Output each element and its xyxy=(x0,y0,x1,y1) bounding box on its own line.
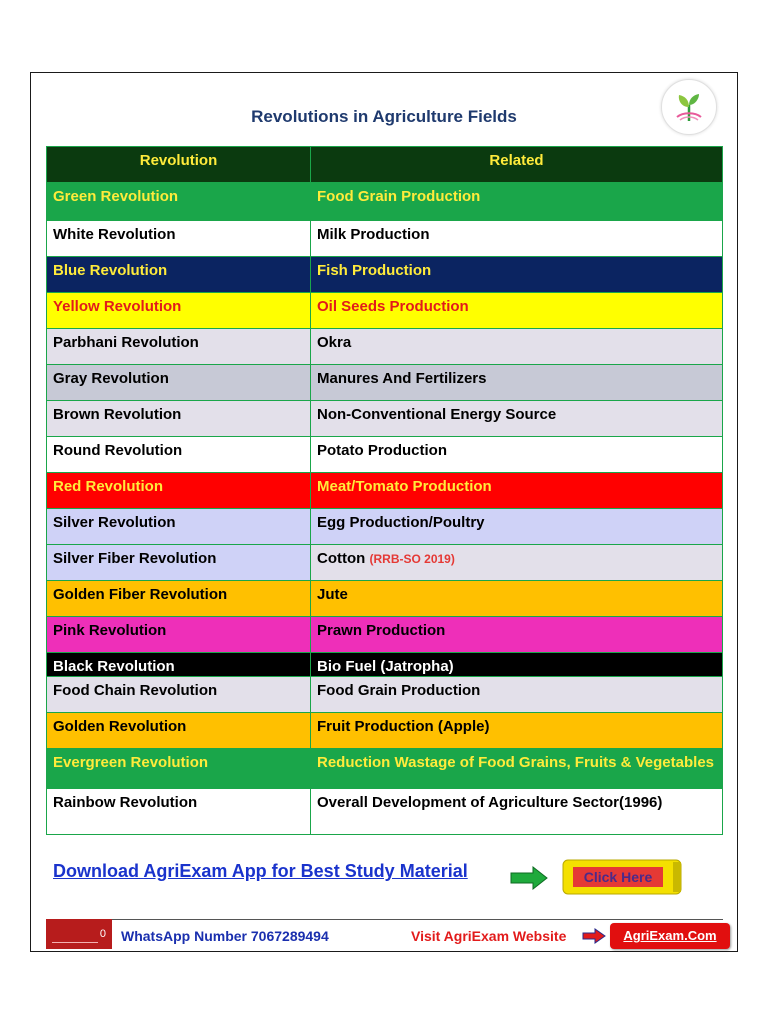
related-text: Potato Production xyxy=(317,442,447,459)
related-text: Reduction Wastage of Food Grains, Fruits & Vegetables xyxy=(317,754,715,771)
revolution-cell: Pink Revolution xyxy=(47,617,311,653)
page-number: 0 xyxy=(99,928,106,940)
click-here-button[interactable] xyxy=(561,858,683,896)
related-text: Non-Conventional Energy Source xyxy=(317,406,557,423)
table-row xyxy=(47,257,723,293)
related-cell xyxy=(311,257,723,293)
related-cell xyxy=(311,329,723,365)
revolutions-table xyxy=(46,146,723,835)
related-cell xyxy=(311,677,723,713)
green-right-arrow-icon xyxy=(509,865,549,891)
related-cell xyxy=(311,545,723,581)
revolution-cell: Golden Revolution xyxy=(47,713,311,749)
footer xyxy=(46,919,723,951)
revolution-cell: Evergreen Revolution xyxy=(47,749,311,789)
related-text: Milk Production xyxy=(317,226,430,243)
table-row xyxy=(47,713,723,749)
revolution-cell: Black Revolution xyxy=(47,653,311,677)
revolution-cell: Silver Fiber Revolution xyxy=(47,545,311,581)
table-body xyxy=(47,183,723,835)
related-cell xyxy=(311,437,723,473)
table-row xyxy=(47,581,723,617)
table-row xyxy=(47,653,723,677)
related-cell xyxy=(311,221,723,257)
related-text: Jute xyxy=(317,586,348,603)
table-row xyxy=(47,293,723,329)
related-text: Fruit Production (Apple) xyxy=(317,718,490,735)
related-cell xyxy=(311,183,723,221)
table-row xyxy=(47,545,723,581)
related-cell xyxy=(311,509,723,545)
related-cell xyxy=(311,401,723,437)
related-cell xyxy=(311,749,723,789)
related-cell xyxy=(311,713,723,749)
table-header-row xyxy=(47,147,723,183)
related-cell xyxy=(311,789,723,835)
table-row xyxy=(47,749,723,789)
whatsapp-number: WhatsApp Number 7067289494 xyxy=(121,928,329,944)
header-revolution: Revolution xyxy=(47,147,311,183)
revolution-cell: Blue Revolution xyxy=(47,257,311,293)
header-related: Related xyxy=(311,147,723,183)
revolution-cell: Green Revolution xyxy=(47,183,311,221)
page-title: Revolutions in Agriculture Fields xyxy=(251,107,517,126)
table-row xyxy=(47,183,723,221)
revolution-cell: Golden Fiber Revolution xyxy=(47,581,311,617)
related-cell xyxy=(311,581,723,617)
related-text: Bio Fuel (Jatropha) xyxy=(317,658,454,675)
related-text: Cotton xyxy=(317,550,366,567)
related-text: Egg Production/Poultry xyxy=(317,514,485,531)
table-row xyxy=(47,221,723,257)
table-row xyxy=(47,677,723,713)
table-row xyxy=(47,509,723,545)
table-row xyxy=(47,401,723,437)
revolution-cell: Rainbow Revolution xyxy=(47,789,311,835)
red-right-arrow-icon xyxy=(582,928,606,944)
related-text: Meat/Tomato Production xyxy=(317,478,492,495)
table-row xyxy=(47,365,723,401)
revolution-cell: White Revolution xyxy=(47,221,311,257)
revolution-cell: Brown Revolution xyxy=(47,401,311,437)
download-app-link[interactable]: Download AgriExam App for Best Study Material xyxy=(53,861,468,881)
revolution-cell: Food Chain Revolution xyxy=(47,677,311,713)
visit-website-label: Visit AgriExam Website xyxy=(411,928,567,944)
related-text: Food Grain Production xyxy=(317,188,481,205)
website-link[interactable]: AgriExam.Com xyxy=(610,923,730,949)
revolution-cell: Red Revolution xyxy=(47,473,311,509)
click-here-label: Click Here xyxy=(583,869,653,885)
revolution-cell: Gray Revolution xyxy=(47,365,311,401)
related-cell xyxy=(311,365,723,401)
related-text: Oil Seeds Production xyxy=(317,298,469,315)
related-cell xyxy=(311,617,723,653)
related-text: Prawn Production xyxy=(317,622,446,639)
footer-divider xyxy=(112,919,723,920)
revolution-cell: Round Revolution xyxy=(47,437,311,473)
related-text: Okra xyxy=(317,334,352,351)
related-cell xyxy=(311,653,723,677)
revolution-cell: Yellow Revolution xyxy=(47,293,311,329)
related-text: Manures And Fertilizers xyxy=(317,370,487,387)
revolution-cell: Parbhani Revolution xyxy=(47,329,311,365)
document-page xyxy=(30,72,738,952)
related-cell xyxy=(311,473,723,509)
table-row xyxy=(47,473,723,509)
related-text: Fish Production xyxy=(317,262,432,279)
related-text: Overall Development of Agriculture Sector(1996) xyxy=(317,794,663,811)
related-text: Food Grain Production xyxy=(317,682,481,699)
table-row xyxy=(47,789,723,835)
page-number-box xyxy=(46,919,112,949)
revolution-cell: Silver Revolution xyxy=(47,509,311,545)
plant-sprout-logo xyxy=(661,79,717,135)
table-row xyxy=(47,617,723,653)
table-row xyxy=(47,329,723,365)
exam-note: (RRB-SO 2019) xyxy=(369,552,455,566)
related-cell xyxy=(311,293,723,329)
table-row xyxy=(47,437,723,473)
